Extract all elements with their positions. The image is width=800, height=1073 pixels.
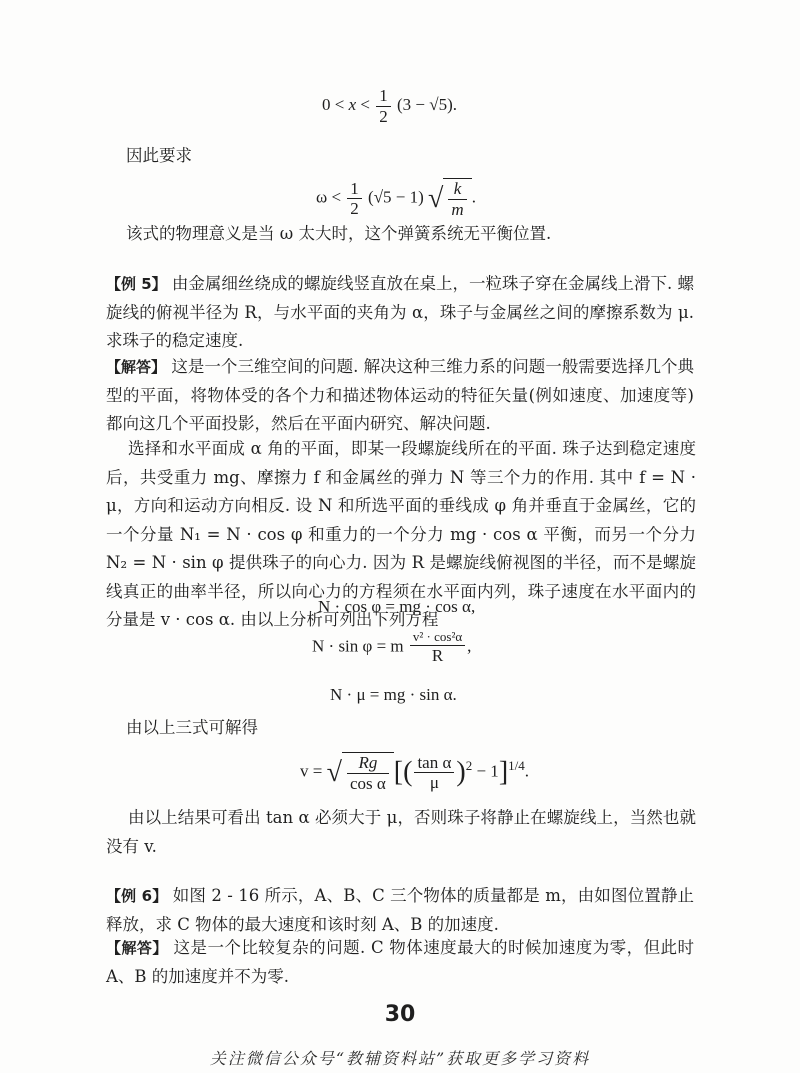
equation-velocity-result: v = √ $\frac{Rg}{\text{cos α}}$ [( $\frac{\text{tan α}}{\mu}$ )$^2$ − 1]$^{1/4}$. [300, 752, 530, 793]
paragraph-result: 由以上结果可看出 tan α 必须大于 μ，否则珠子将静止在螺旋线上，当然也就没有 v. [106, 808, 696, 856]
answer-5-tag: 【解答】 [106, 358, 167, 376]
paragraph-solve: 由以上三式可解得 [126, 718, 258, 737]
equation-force-balance-1: N · cos φ = mg · cos α, [318, 597, 476, 616]
fraction-one-half: $\frac{1}{2}$ [376, 86, 391, 126]
footer-promo-note: 关注微信公众号“教辅资料站”获取更多学习资料 [209, 1049, 591, 1068]
example-6-text: 如图 2 - 16 所示，A、B、C 三个物体的质量都是 m，由如图位置静止释放，求 C 物体的最大速度和该时刻 A、B 的加速度. [106, 886, 694, 934]
example-6 [106, 882, 694, 939]
sqrt-rg-over-cos: √ $\frac{Rg}{\text{cos α}}$ [327, 752, 394, 793]
equation-centripetal: N · sin φ = m $\frac{\text{v² · cos²α}}{R}$ , [312, 629, 472, 665]
paragraph-meaning: 该式的物理意义是当 ω 太大时，这个弹簧系统无平衡位置. [126, 224, 552, 243]
equation-omega-condition: ω < $\frac{1}{2}$ (√5 − 1) √ $\frac{k}{m}$ . [316, 178, 476, 219]
page-number: 30 [384, 1002, 416, 1027]
paragraph-select-plane: 选择和水平面成 α 角的平面，即某一段螺旋线所在的平面. 珠子达到稳定速度后，共受重力 mg、摩擦力 f 和金属丝的弹力 N 等三个力的作用. 其中 f = N · μ，方向和运动方向相反. 设 N 和所选平面的垂线成 φ 角并垂直于金属丝，它的一个分量 N₁ = N · cos φ 和重力的一个分力 mg · cos α 平衡，而另一个分力 N₂ = N · sin φ 提供珠子的向心力. 因为 R 是螺旋线俯视图的半径，而不是螺旋线真正的曲率半径，所以向心力的方程须在水平面内列，珠子速度在水平面内的分量是 v · cos α. 由以上分析可列出下列方程 [106, 439, 696, 629]
equation-x-range: 0 < x < $\frac{1}{2}$ (3 − √5). [322, 86, 457, 126]
answer-6 [106, 934, 694, 991]
fraction-tan-over-mu: $\frac{\text{tan α}}{\mu}$ [414, 753, 454, 793]
example-5-text: 由金属细丝绕成的螺旋线竖直放在桌上，一粒珠子穿在金属线上滑下. 螺旋线的俯视半径为 R，与水平面的夹角为 α，珠子与金属丝之间的摩擦系数为 μ. 求珠子的稳定速度. [106, 274, 694, 350]
answer-5-text: 这是一个三维空间的问题. 解决这种三维力系的问题一般需要选择几个典型的平面，将物体受的各个力和描述物体运动的特征矢量(例如速度、加速度等)都向这几个平面投影，然后在平面内研究、解决问题. [106, 357, 694, 433]
answer-5 [106, 353, 694, 439]
example-6-tag: 【例 6】 [106, 887, 168, 905]
fraction-one-half-2: $\frac{1}{2}$ [347, 179, 362, 219]
answer-6-text: 这是一个比较复杂的问题. C 物体速度最大的时候加速度为零，但此时 A、B 的加速度并不为零. [106, 938, 694, 986]
fraction-v2cos2-over-R: $\frac{\text{v² · cos²α}}{R}$ [410, 630, 465, 665]
answer-6-tag: 【解答】 [106, 939, 168, 957]
example-5-tag: 【例 5】 [106, 275, 167, 293]
sqrt-k-over-m: √ $\frac{k}{m}$ [428, 178, 472, 219]
equation-friction-balance: N · μ = mg · sin α. [330, 685, 457, 704]
paragraph-need: 因此要求 [126, 146, 192, 165]
example-5 [106, 270, 694, 356]
